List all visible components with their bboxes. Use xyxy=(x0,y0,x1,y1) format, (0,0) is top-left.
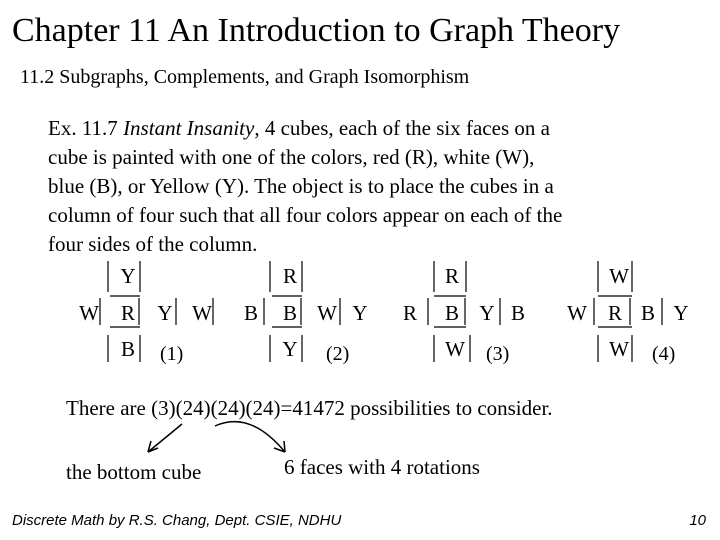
cube-1-label: (1) xyxy=(160,343,184,365)
cube-1-front: R xyxy=(120,301,135,325)
page-number: 10 xyxy=(689,512,706,529)
cube-1-back: W xyxy=(192,301,212,325)
cube-4-bottom: W xyxy=(609,337,629,361)
cube-1-top: Y xyxy=(120,264,136,288)
cube-3-front: B xyxy=(444,301,459,325)
cube-3-bottom: W xyxy=(445,337,465,361)
cube-2-front: B xyxy=(282,301,297,325)
cube-4-front: R xyxy=(607,301,622,325)
cube-2-label: (2) xyxy=(326,343,350,365)
cube-3-label: (3) xyxy=(486,343,510,365)
cube-4-top: W xyxy=(609,264,629,288)
cube-2-top: R xyxy=(282,264,297,288)
description-line-3: blue (B), or Yellow (Y). The object is to place the cubes in a xyxy=(48,174,554,198)
possibilities-statement: There are (3)(24)(24)(24)=41472 possibilities to consider. xyxy=(66,396,553,420)
description-line-4: column of four such that all four colors appear on each of the xyxy=(48,203,563,227)
cube-4-right: B xyxy=(640,301,655,325)
annotation-arrows xyxy=(148,422,285,452)
cube-3-left: R xyxy=(402,301,417,325)
description-line-2: cube is painted with one of the colors, red (R), white (W), xyxy=(48,145,535,169)
cube-2-left: B xyxy=(243,301,258,325)
arrow-to-bottom-cube xyxy=(148,424,182,452)
cube-2-back: Y xyxy=(352,301,368,325)
example-lead: Ex. 11.7 xyxy=(48,116,124,140)
cube-1-left: W xyxy=(79,301,99,325)
cube-1-bottom: B xyxy=(120,337,135,361)
cube-3-back: B xyxy=(510,301,525,325)
cube-3-right: Y xyxy=(479,301,495,325)
bottom-cube-annotation: the bottom cube xyxy=(66,460,202,484)
footer-text: Discrete Math by R.S. Chang, Dept. CSIE, NDHU xyxy=(12,512,342,529)
description-line-5: four sides of the column. xyxy=(48,232,258,256)
slide-title: Chapter 11 An Introduction to Graph Theory xyxy=(12,12,621,49)
cube-4-left: W xyxy=(567,301,587,325)
slide-subtitle: 11.2 Subgraphs, Complements, and Graph Isomorphism xyxy=(20,66,470,88)
rotations-annotation: 6 faces with 4 rotations xyxy=(284,455,480,479)
line-1-rest: , 4 cubes, each of the six faces on a xyxy=(254,116,550,140)
cube-3-top: R xyxy=(444,264,459,288)
puzzle-name: Instant Insanity xyxy=(123,116,255,140)
cube-4-back: Y xyxy=(673,301,689,325)
cube-4-label: (4) xyxy=(652,343,676,365)
cube-2-bottom: Y xyxy=(282,337,298,361)
cube-1-right: Y xyxy=(157,301,173,325)
cube-2-right: W xyxy=(317,301,337,325)
